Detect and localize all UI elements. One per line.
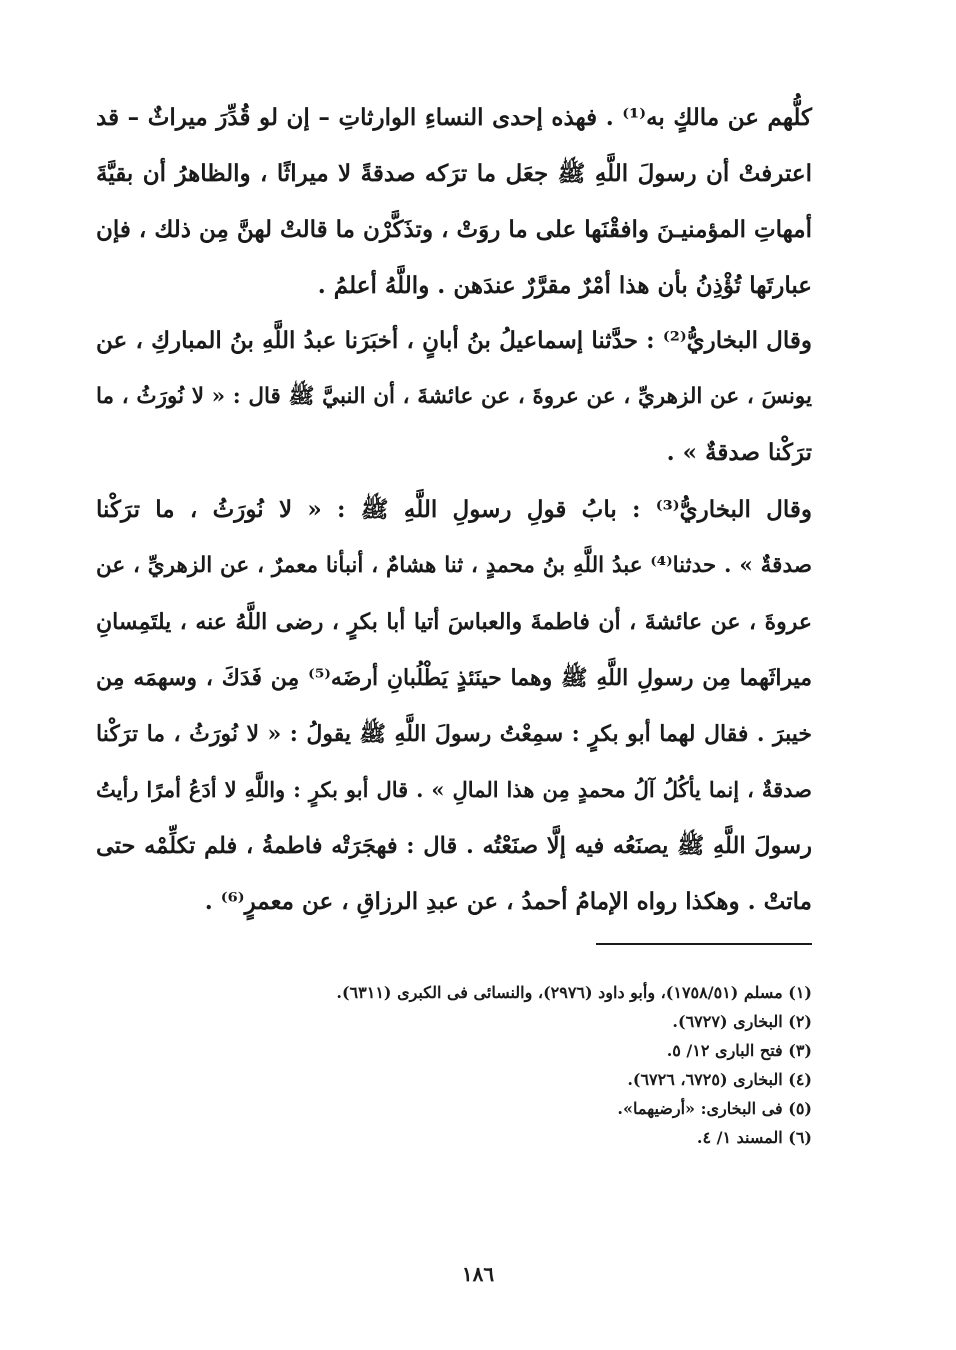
paragraph-3 xyxy=(96,482,812,930)
page-number: ١٨٦ xyxy=(461,1262,495,1286)
footnote-2: (٢) البخارى (٦٧٢٧). xyxy=(672,1012,812,1031)
text-line: صدقةٌ ، إنما يأكُلُ آلُ محمدٍ مِن هذا المالِ » . قال أبو بكرٍ : واللَّهِ لا أدَعُ أمرًا رأيتُ xyxy=(96,777,812,802)
text-line: ترَكْنا صدقةٌ » . xyxy=(666,439,812,466)
footnotes xyxy=(200,978,812,1152)
footnote-6: (٦) المسند ١/ ٤. xyxy=(696,1128,812,1147)
text-line: ميراثَهما مِن رسولِ اللَّهِ ﷺ وهما حينَئذٍ يَطْلُبانِ أرضَه⁽⁵⁾ مِن فَدَكَ ، وسهمَه مِن xyxy=(96,665,813,691)
footnote-5: (٥) فى البخارى: «أرضيهما». xyxy=(617,1099,812,1118)
paragraph-1 xyxy=(96,90,812,314)
paragraph-2 xyxy=(96,313,812,481)
text-line: أمهاتِ المؤمنيـنَ وافقْنَها على ما روَتْ ، وتذَكَّرْن ما قالتْ لهنَّ مِن ذلك ، فإن xyxy=(96,216,812,243)
text-line: وقال البخاريُّ⁽²⁾ : حدَّثنا إسماعيلُ بنُ أبانٍ ، أخبَرَنا عبدُ اللَّهِ بنُ المباركِ ، عن xyxy=(96,327,812,354)
text-line: رسولَ اللَّهِ ﷺ يصنَعُه فيه إلَّا صنَعْتُه . قال : فهجَرَتْه فاطمةُ ، فلم تكلِّمْه حتى xyxy=(96,833,812,859)
text-line: خيبرَ . فقال لهما أبو بكرٍ : سمِعْتُ رسولَ اللَّهِ ﷺ يقولُ : « لا نُورَثُ ، ما ترَكْنا xyxy=(96,721,812,747)
footnote-1: (١) مسلم (١٧٥٨/٥١)، وأبو داود (٢٩٧٦)، والنسائى فى الكبرى (٦٣١١). xyxy=(336,983,812,1002)
footnote-divider xyxy=(596,943,812,945)
text-line: كلُّهم عن مالكٍ به⁽¹⁾ . فهذه إحدى النساءِ الوارثاتِ – إن لو قُدِّرَ ميراثٌ – قد xyxy=(96,104,813,131)
text-line: اعترفتْ أن رسولَ اللَّهِ ﷺ جعَل ما ترَكه صدقةً لا ميراثًا ، والظاهرُ أن بقيَّةَ xyxy=(96,160,812,187)
text-line: يونسَ ، عن الزهريِّ ، عن عروةَ ، عن عائشةَ ، أن النبيَّ ﷺ قال : « لا نُورَثُ ، ما xyxy=(96,384,812,409)
text-line: صدقةٌ » . حدثنا⁽⁴⁾ عبدُ اللَّهِ بنُ محمدٍ ، ثنا هشامٌ ، أنبأنا معمرٌ ، عن الزهريِّ ، عن xyxy=(96,553,812,578)
text-line: ماتتْ . وهكذا رواه الإمامُ أحمدُ ، عن عبدِ الرزاقِ ، عن معمرٍ⁽⁶⁾ . xyxy=(204,888,812,915)
text-line: وقال البخاريُّ⁽³⁾ : بابُ قولِ رسولِ اللَّهِ ﷺ : « لا نُورَثُ ، ما ترَكْنا xyxy=(96,496,812,523)
text-line: عروةَ ، عن عائشةَ ، أن فاطمةَ والعباسَ أتيا أبا بكرٍ ، رضى اللَّهُ عنه ، يلتَمِسانِ xyxy=(96,609,812,635)
footnote-3: (٣) فتح البارى ١٢/ ٥. xyxy=(666,1041,812,1060)
footnote-4: (٤) البخارى (٦٧٢٥، ٦٧٢٦). xyxy=(627,1070,812,1089)
text-line: عبارتَها تُؤْذِنُ بأن هذا أمْرٌ مقرَّرٌ عندَهن . واللَّهُ أعلمُ . xyxy=(317,272,812,299)
